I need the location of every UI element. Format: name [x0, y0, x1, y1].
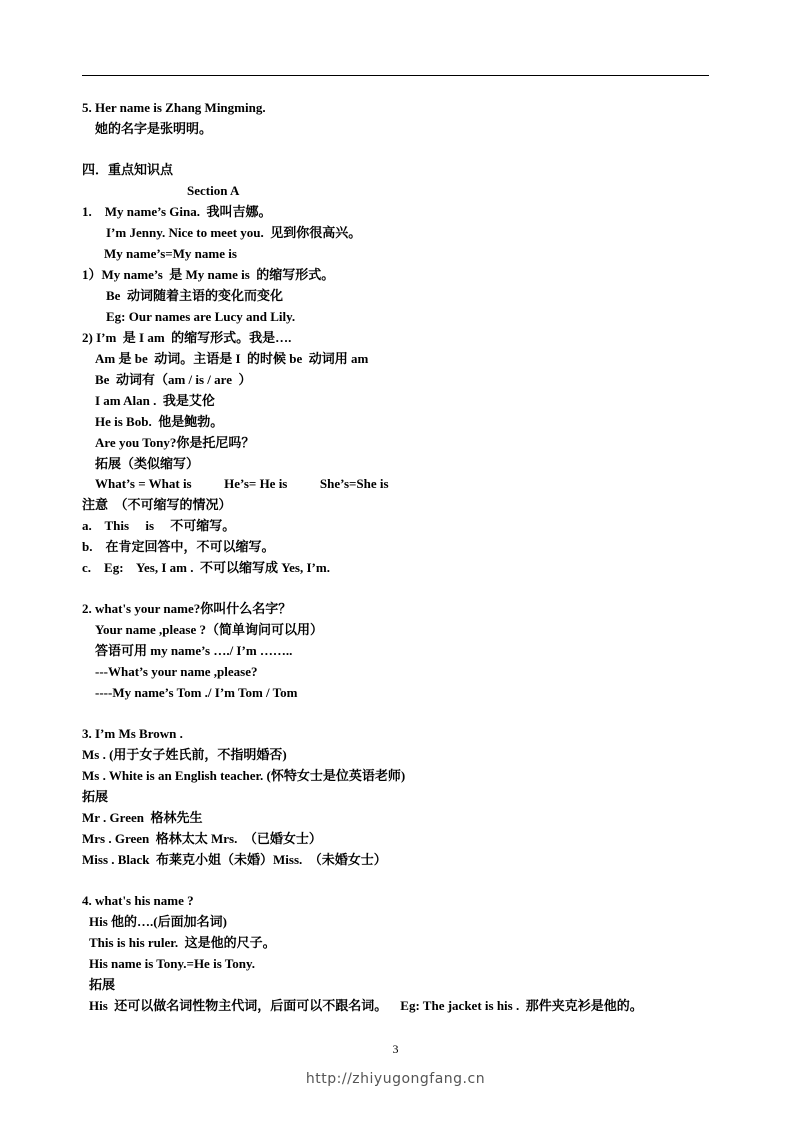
text-line: 2) I’m 是 I am 的缩写形式。我是…. [82, 330, 292, 345]
text-line: ----My name’s Tom ./ I’m Tom / Tom [95, 685, 298, 700]
text-line: 拓展（类似缩写） [95, 456, 200, 471]
text-line: I am Alan . 我是艾伦 [95, 393, 215, 408]
text-line: Mr . Green 格林先生 [82, 810, 203, 825]
text-line: 答语可用 my name’s …./ I’m …….. [95, 643, 293, 658]
text-line: Eg: Our names are Lucy and Lily. [106, 309, 296, 324]
text-line: 1）My name’s 是 My name is 的缩写形式。 [82, 267, 335, 282]
page-number: 3 [392, 1042, 399, 1056]
text-line: Am 是 be 动词。主语是 I 的时候 be 动词用 am [95, 351, 369, 366]
text-line: His name is Tony.=He is Tony. [89, 956, 256, 971]
text-line: Ms . (用于女子姓氏前，不指明婚否) [82, 747, 287, 762]
text-line: Are you Tony?你是托尼吗？ [95, 435, 255, 450]
text-line: 5. Her name is Zhang Mingming. [82, 100, 266, 115]
list-item: b. 在肯定回答中，不可以缩写。 [82, 539, 275, 554]
text-line: My name’s=My name is [104, 246, 237, 261]
text-line: This is his ruler. 这是他的尺子。 [89, 935, 276, 950]
text-line: 3. I’m Ms Brown . [82, 726, 183, 741]
text-line: 2. what's your name?你叫什么名字？ [82, 601, 292, 616]
text-line: 注意 （不可缩写的情况） [82, 497, 232, 512]
text-line: 4. what's his name ? [82, 893, 194, 908]
text-line: Ms . White is an English teacher. (怀特女士是位英语老师) [82, 768, 406, 783]
text-line: What’s = What is He’s= He is She’s=She is [95, 476, 389, 491]
subsection-heading: Section A [187, 183, 240, 198]
header-rule [82, 75, 709, 76]
text-line: ---What’s your name ,please? [95, 664, 258, 679]
text-line: 拓展 [89, 977, 116, 992]
text-line: Be 动词有（am / is / are ） [95, 372, 252, 387]
list-item: c. Eg: Yes, I am . 不可以缩写成 Yes, I’m. [82, 560, 330, 575]
text-line: Your name ,please ?（简单询问可以用） [95, 622, 323, 637]
text-line: His 他的….(后面加名词) [89, 914, 227, 929]
text-line: 她的名字是张明明。 [95, 121, 213, 136]
section-heading: 四．重点知识点 [82, 162, 174, 177]
text-line: 1. My name’s Gina. 我叫吉娜。 [82, 204, 272, 219]
text-line: Be 动词随着主语的变化而变化 [106, 288, 283, 303]
text-line: I’m Jenny. Nice to meet you. 见到你很高兴。 [106, 225, 362, 240]
list-item: a. This is 不可缩写。 [82, 518, 236, 533]
text-line: His 还可以做名词性物主代词，后面可以不跟名词。 Eg: The jacket is his . 那件夹克衫是他的。 [89, 998, 643, 1013]
text-line: 拓展 [82, 789, 109, 804]
watermark-url: http://zhiyugongfang.cn [305, 1071, 486, 1087]
text-line: Miss . Black 布莱克小姐（未婚）Miss. （未婚女士） [82, 852, 387, 867]
text-line: Mrs . Green 格林太太 Mrs. （已婚女士） [82, 831, 322, 846]
text-line: He is Bob. 他是鲍勃。 [95, 414, 224, 429]
